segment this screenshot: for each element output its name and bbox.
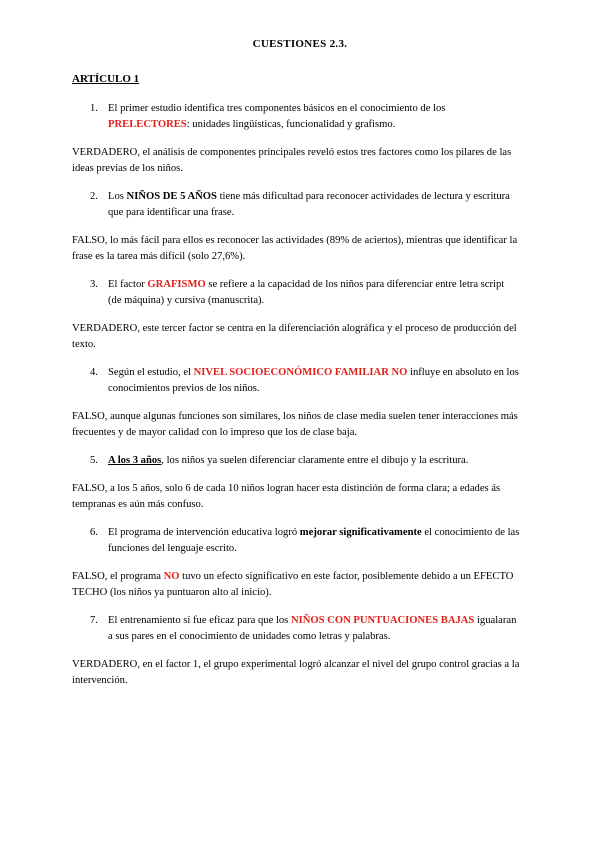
answer-3: VERDADERO, este tercer factor se centra en la diferenciación alográfica y el proceso de producción del texto. [72,323,517,350]
answer-1: VERDADERO, el análisis de componentes principales reveló estos tres factores como los pilares de las ideas previas de los niños. [72,147,512,174]
answer-4: FALSO, aunque algunas funciones son similares, los niños de clase media suelen tener interacciones más frecuentes y de mayor calidad con lo impreso que los de clase baja. [72,411,518,438]
question-5: 5. A los 3 años, los niños ya suelen diferenciar claramente entre el dibujo y la escritura. [90,453,520,469]
question-2: 2. Los NIÑOS DE 5 AÑOS tiene más dificultad para reconocer actividades de lectura y escritura que para identificar una frase. [90,191,510,218]
question-1: 1. El primer estudio identifica tres componentes básicos en el conocimiento de los PRELECTORES: unidades lingüísticas, funcionalidad y grafismo. [90,103,446,130]
question-number: 3. [90,279,98,290]
question-3: 3. El factor GRAFISMO se refiere a la capacidad de los niños para diferenciar entre letra script (de máquina) y cursiva (manuscrita). [90,279,505,306]
answer-2: FALSO, lo más fácil para ellos es reconocer las actividades (89% de aciertos), mientras que identificar la frase es la tarea más difícil (solo 27,6%). [72,235,518,262]
answer-7: VERDADERO, en el factor 1, el grupo experimental logró alcanzar el nivel del grupo control gracias a la intervención. [72,659,520,686]
question-number: 1. [90,103,98,114]
document-title: CUESTIONES 2.3. [252,38,348,50]
highlight-term: NO [163,571,180,582]
question-number: 2. [90,191,98,202]
question-4: 4. Según el estudio, el NIVEL SOCIOECONÓMICO FAMILIAR NO influye en absoluto en los conocimientos previos de los niños. [90,367,519,394]
answer-6: FALSO, el programa NO tuvo un efecto significativo en este factor, posiblemente debido a un EFECTO TECHO (los niños ya puntuaron alto al inicio). [72,571,514,598]
highlight-term: GRAFISMO [147,279,206,290]
bold-term: NIÑOS DE 5 AÑOS [126,191,217,202]
underlined-term: A los 3 años [108,455,162,466]
bold-term: mejorar significativamente [299,527,422,538]
highlight-term: NIVEL SOCIOECONÓMICO FAMILIAR NO [193,367,408,378]
question-number: 5. [90,455,98,466]
question-number: 4. [90,367,98,378]
question-7: 7. El entrenamiento sí fue eficaz para que los NIÑOS CON PUNTUACIONES BAJAS igualaran a sus pares en el conocimiento de unidades como letras y palabras. [90,615,517,642]
highlight-term: NIÑOS CON PUNTUACIONES BAJAS [290,615,475,626]
question-number: 6. [90,527,98,538]
section-heading: ARTÍCULO 1 [72,73,140,85]
question-6: 6. El programa de intervención educativa logró mejorar significativamente el conocimiento de las funciones del lenguaje escrito. [90,527,520,554]
highlight-term: PRELECTORES [108,119,187,130]
answer-5: FALSO, a los 5 años, solo 6 de cada 10 niños logran hacer esta distinción de forma clara; a edades ás tempranas es aún más confuso. [72,483,501,510]
question-number: 7. [90,615,98,626]
